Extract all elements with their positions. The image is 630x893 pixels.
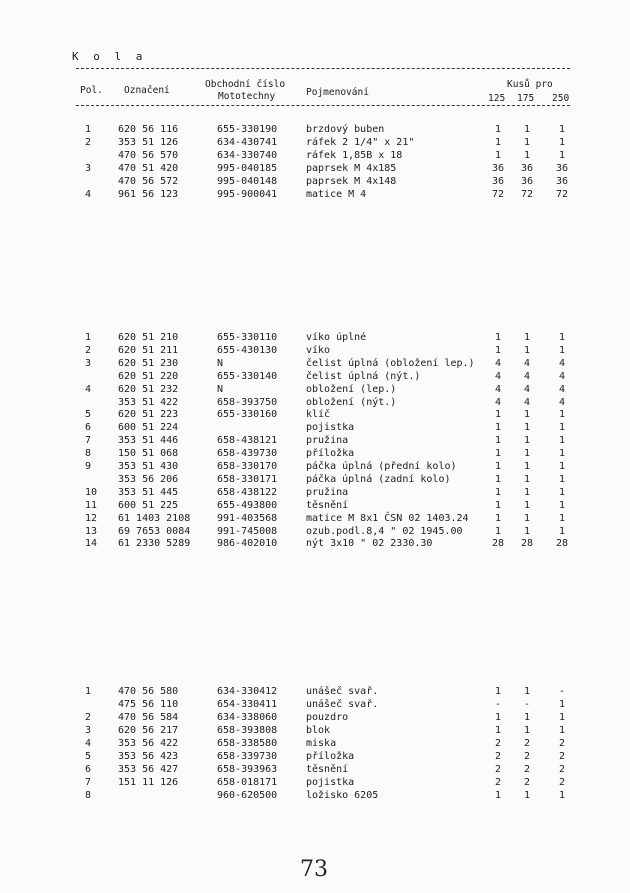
qty-250: 1 bbox=[558, 512, 566, 524]
qty-175: 2 bbox=[523, 777, 531, 788]
qty-125: 36 bbox=[491, 162, 505, 174]
qty-125: 1 bbox=[494, 435, 502, 447]
qty-175: 1 bbox=[523, 124, 531, 135]
table-row bbox=[0, 383, 630, 396]
qty-175: 1 bbox=[523, 525, 531, 537]
qty-125: 1 bbox=[494, 473, 502, 485]
qty-125: 1 bbox=[494, 790, 502, 801]
trade-number: 634-330740 bbox=[217, 149, 278, 161]
qty-250: 1 bbox=[558, 332, 566, 343]
item-position: 1 bbox=[85, 124, 92, 135]
part-designation: 600 51 225 bbox=[118, 499, 179, 511]
part-name: unášeč svař. bbox=[306, 699, 379, 710]
qty-250: 1 bbox=[558, 344, 566, 356]
part-name: těsnění bbox=[306, 499, 349, 511]
part-name: ozub.podl.8,4 " 02 1945.00 bbox=[306, 525, 463, 537]
qty-250: 1 bbox=[558, 725, 566, 736]
qty-175: 4 bbox=[523, 383, 531, 395]
part-designation: 600 51 224 bbox=[118, 422, 179, 434]
qty-175: 1 bbox=[523, 149, 531, 161]
header-top-rule bbox=[76, 68, 570, 69]
part-designation: 353 51 445 bbox=[118, 486, 179, 498]
qty-125: 2 bbox=[494, 751, 502, 762]
item-position: 2 bbox=[85, 344, 92, 356]
part-name: paprsek M 4x148 bbox=[306, 175, 397, 187]
table-row bbox=[0, 460, 630, 473]
qty-250: 2 bbox=[558, 751, 566, 762]
qty-125: 4 bbox=[494, 357, 502, 369]
header-qty-125: 125 bbox=[488, 93, 506, 104]
qty-125: 1 bbox=[494, 409, 502, 421]
trade-number: 658-330171 bbox=[217, 473, 278, 485]
table-row bbox=[0, 473, 630, 486]
qty-125: 2 bbox=[494, 738, 502, 749]
trade-number: 658-018171 bbox=[217, 777, 278, 788]
item-position: 12 bbox=[85, 512, 98, 524]
trade-number: 995-040148 bbox=[217, 175, 278, 187]
qty-250: 1 bbox=[558, 448, 566, 460]
table-row bbox=[0, 162, 630, 175]
part-name: ráfek 2 1/4" x 21" bbox=[306, 136, 415, 148]
trade-number: 655-330140 bbox=[217, 370, 278, 382]
qty-250: 1 bbox=[558, 422, 566, 434]
table-row bbox=[0, 512, 630, 525]
qty-250: 2 bbox=[558, 777, 566, 788]
qty-125: 1 bbox=[494, 136, 502, 148]
part-name: paprsek M 4x185 bbox=[306, 162, 397, 174]
qty-175: 4 bbox=[523, 370, 531, 382]
qty-175: 36 bbox=[520, 162, 534, 174]
table-row bbox=[0, 408, 630, 421]
qty-250: 28 bbox=[555, 538, 569, 550]
qty-125: 1 bbox=[494, 725, 502, 736]
part-name: víko bbox=[306, 344, 331, 356]
part-name: příložka bbox=[306, 448, 355, 460]
qty-175: 1 bbox=[523, 686, 531, 697]
part-designation: 150 51 068 bbox=[118, 448, 179, 460]
item-position: 3 bbox=[85, 725, 92, 736]
trade-number: 655-330160 bbox=[217, 409, 278, 421]
table-row bbox=[0, 776, 630, 789]
qty-175: 1 bbox=[523, 332, 531, 343]
trade-number: 658-439730 bbox=[217, 448, 278, 460]
part-designation: 470 56 570 bbox=[118, 149, 179, 161]
qty-125: 1 bbox=[494, 512, 502, 524]
header-qty-250: 250 bbox=[552, 93, 570, 104]
item-position: 8 bbox=[85, 790, 92, 801]
header-oznaceni: Označení bbox=[124, 85, 170, 96]
part-designation: 620 51 223 bbox=[118, 409, 179, 421]
part-name: miska bbox=[306, 738, 337, 749]
trade-number: 654-330411 bbox=[217, 699, 278, 710]
part-designation: 353 56 423 bbox=[118, 751, 179, 762]
item-position: 1 bbox=[85, 686, 92, 697]
part-designation: 353 51 422 bbox=[118, 396, 179, 408]
part-designation: 620 51 230 bbox=[118, 357, 179, 369]
part-name: obložení (nýt.) bbox=[306, 396, 397, 408]
qty-175: 4 bbox=[523, 396, 531, 408]
qty-175: 72 bbox=[520, 188, 534, 200]
part-designation: 470 56 572 bbox=[118, 175, 179, 187]
qty-250: 1 bbox=[558, 435, 566, 447]
part-designation: 620 56 116 bbox=[118, 124, 179, 135]
page-title: K o l a bbox=[72, 50, 147, 63]
part-name: páčka úplná (zadní kolo) bbox=[306, 473, 451, 485]
trade-number: 658-438122 bbox=[217, 486, 278, 498]
item-position: 5 bbox=[85, 409, 92, 421]
trade-number: 655-330110 bbox=[217, 332, 278, 343]
qty-175: 36 bbox=[520, 175, 534, 187]
trade-number: 658-338580 bbox=[217, 738, 278, 749]
table-row bbox=[0, 188, 630, 201]
table-row bbox=[0, 486, 630, 499]
table-row bbox=[0, 331, 630, 344]
qty-250: 1 bbox=[558, 461, 566, 472]
part-name: pouzdro bbox=[306, 712, 349, 723]
header-mototechny: Mototechny bbox=[218, 91, 276, 102]
qty-175: 1 bbox=[523, 461, 531, 472]
item-position: 2 bbox=[85, 136, 92, 148]
header-kusu-pro: Kusů pro bbox=[507, 79, 553, 90]
item-position: 3 bbox=[85, 357, 92, 369]
trade-number: N bbox=[217, 383, 224, 395]
qty-250: 1 bbox=[558, 712, 566, 723]
trade-number: 658-339730 bbox=[217, 751, 278, 762]
qty-125: 1 bbox=[494, 422, 502, 434]
qty-175: 1 bbox=[523, 473, 531, 485]
trade-number: 658-393963 bbox=[217, 764, 278, 775]
item-position: 4 bbox=[85, 383, 92, 395]
qty-175: 2 bbox=[523, 738, 531, 749]
qty-250: 4 bbox=[558, 370, 566, 382]
trade-number: 655-430130 bbox=[217, 344, 278, 356]
table-row bbox=[0, 789, 630, 802]
table-row bbox=[0, 357, 630, 370]
qty-125: 1 bbox=[494, 486, 502, 498]
part-designation: 961 56 123 bbox=[118, 188, 179, 200]
header-bottom-rule bbox=[76, 105, 570, 106]
qty-250: 36 bbox=[555, 175, 569, 187]
table-row bbox=[0, 711, 630, 724]
trade-number: 658-330170 bbox=[217, 461, 278, 472]
table-row bbox=[0, 421, 630, 434]
item-position: 8 bbox=[85, 448, 92, 460]
qty-175: 4 bbox=[523, 357, 531, 369]
part-name: brzdový buben bbox=[306, 124, 385, 135]
qty-125: - bbox=[494, 699, 502, 710]
page-number: 73 bbox=[300, 857, 328, 882]
qty-125: 1 bbox=[494, 525, 502, 537]
qty-250: 1 bbox=[558, 136, 566, 148]
qty-250: 1 bbox=[558, 124, 566, 135]
qty-250: 1 bbox=[558, 790, 566, 801]
qty-250: 4 bbox=[558, 396, 566, 408]
qty-125: 1 bbox=[494, 448, 502, 460]
header-pol: Pol. bbox=[80, 85, 103, 96]
qty-250: 1 bbox=[558, 149, 566, 161]
trade-number: 658-393808 bbox=[217, 725, 278, 736]
item-position: 1 bbox=[85, 332, 92, 343]
trade-number: 658-393750 bbox=[217, 396, 278, 408]
qty-175: 28 bbox=[520, 538, 534, 550]
qty-250: 1 bbox=[558, 499, 566, 511]
qty-175: 1 bbox=[523, 409, 531, 421]
trade-number: 986-402010 bbox=[217, 538, 278, 550]
part-designation: 620 51 211 bbox=[118, 344, 179, 356]
qty-125: 72 bbox=[491, 188, 505, 200]
qty-175: 1 bbox=[523, 486, 531, 498]
part-name: pružina bbox=[306, 486, 349, 498]
trade-number: 634-430741 bbox=[217, 136, 278, 148]
item-position: 6 bbox=[85, 764, 92, 775]
item-position: 11 bbox=[85, 499, 98, 511]
part-name: víko úplné bbox=[306, 332, 367, 343]
item-position: 10 bbox=[85, 486, 98, 498]
qty-125: 1 bbox=[494, 461, 502, 472]
header-pojmenovani: Pojmenování bbox=[306, 87, 369, 98]
qty-125: 2 bbox=[494, 764, 502, 775]
trade-number: 634-330412 bbox=[217, 686, 278, 697]
qty-125: 2 bbox=[494, 777, 502, 788]
qty-175: 2 bbox=[523, 764, 531, 775]
qty-175: 1 bbox=[523, 512, 531, 524]
part-name: nýt 3x10 " 02 2330.30 bbox=[306, 538, 433, 550]
trade-number: 658-438121 bbox=[217, 435, 278, 447]
qty-125: 1 bbox=[494, 686, 502, 697]
qty-250: - bbox=[558, 686, 566, 697]
part-designation: 620 51 210 bbox=[118, 332, 179, 343]
table-row bbox=[0, 136, 630, 149]
table-row bbox=[0, 537, 630, 550]
table-row bbox=[0, 737, 630, 750]
table-row bbox=[0, 434, 630, 447]
table-row bbox=[0, 525, 630, 538]
part-designation: 470 51 420 bbox=[118, 162, 179, 174]
qty-125: 1 bbox=[494, 712, 502, 723]
item-position: 14 bbox=[85, 538, 98, 550]
part-name: klíč bbox=[306, 409, 331, 421]
qty-175: - bbox=[523, 699, 531, 710]
qty-250: 2 bbox=[558, 738, 566, 749]
part-designation: 470 56 580 bbox=[118, 686, 179, 697]
part-designation: 61 2330 5289 bbox=[118, 538, 191, 550]
qty-175: 1 bbox=[523, 499, 531, 511]
part-designation: 470 56 584 bbox=[118, 712, 179, 723]
trade-number: N bbox=[217, 357, 224, 369]
table-row bbox=[0, 344, 630, 357]
qty-125: 1 bbox=[494, 149, 502, 161]
part-name: ráfek 1,85B x 18 bbox=[306, 149, 403, 161]
item-position: 9 bbox=[85, 461, 92, 472]
trade-number: 634-338060 bbox=[217, 712, 278, 723]
part-designation: 151 11 126 bbox=[118, 777, 179, 788]
part-designation: 61 1403 2108 bbox=[118, 512, 191, 524]
table-row bbox=[0, 499, 630, 512]
part-name: čelist úplná (obložení lep.) bbox=[306, 357, 475, 369]
table-row bbox=[0, 175, 630, 188]
part-name: obložení (lep.) bbox=[306, 383, 397, 395]
trade-number: 995-040185 bbox=[217, 162, 278, 174]
part-name: unášeč svař. bbox=[306, 686, 379, 697]
part-name: těsnění bbox=[306, 764, 349, 775]
part-name: ložisko 6205 bbox=[306, 790, 379, 801]
qty-250: 1 bbox=[558, 525, 566, 537]
part-designation: 620 56 217 bbox=[118, 725, 179, 736]
table-row bbox=[0, 724, 630, 737]
part-name: čelist úplná (nýt.) bbox=[306, 370, 421, 382]
part-designation: 69 7653 0084 bbox=[118, 525, 191, 537]
item-position: 3 bbox=[85, 162, 92, 174]
qty-125: 1 bbox=[494, 344, 502, 356]
item-position: 5 bbox=[85, 751, 92, 762]
qty-175: 1 bbox=[523, 422, 531, 434]
qty-175: 1 bbox=[523, 344, 531, 356]
qty-125: 4 bbox=[494, 370, 502, 382]
trade-number: 960-620500 bbox=[217, 790, 278, 801]
part-name: blok bbox=[306, 725, 331, 736]
part-name: matice M 4 bbox=[306, 188, 367, 200]
qty-250: 4 bbox=[558, 383, 566, 395]
trade-number: 991-403568 bbox=[217, 512, 278, 524]
part-designation: 353 56 422 bbox=[118, 738, 179, 749]
table-row bbox=[0, 763, 630, 776]
part-designation: 475 56 110 bbox=[118, 699, 179, 710]
qty-175: 1 bbox=[523, 725, 531, 736]
part-designation: 353 51 126 bbox=[118, 136, 179, 148]
table-row bbox=[0, 750, 630, 763]
qty-125: 36 bbox=[491, 175, 505, 187]
header-qty-175: 175 bbox=[517, 93, 535, 104]
trade-number: 655-330190 bbox=[217, 124, 278, 135]
table-row bbox=[0, 149, 630, 162]
qty-175: 1 bbox=[523, 790, 531, 801]
part-designation: 353 56 427 bbox=[118, 764, 179, 775]
qty-125: 28 bbox=[491, 538, 505, 550]
qty-250: 4 bbox=[558, 357, 566, 369]
item-position: 4 bbox=[85, 188, 92, 200]
item-position: 13 bbox=[85, 525, 98, 537]
qty-175: 1 bbox=[523, 712, 531, 723]
part-designation: 353 51 430 bbox=[118, 461, 179, 472]
table-row bbox=[0, 370, 630, 383]
qty-125: 4 bbox=[494, 396, 502, 408]
part-name: pojistka bbox=[306, 422, 355, 434]
qty-175: 2 bbox=[523, 751, 531, 762]
item-position: 7 bbox=[85, 777, 92, 788]
qty-250: 1 bbox=[558, 473, 566, 485]
qty-250: 1 bbox=[558, 486, 566, 498]
qty-125: 1 bbox=[494, 332, 502, 343]
item-position: 4 bbox=[85, 738, 92, 749]
qty-125: 1 bbox=[494, 124, 502, 135]
trade-number: 995-900041 bbox=[217, 188, 278, 200]
part-name: příložka bbox=[306, 751, 355, 762]
part-designation: 620 51 220 bbox=[118, 370, 179, 382]
trade-number: 655-493800 bbox=[217, 499, 278, 511]
qty-125: 1 bbox=[494, 499, 502, 511]
part-name: páčka úplná (přední kolo) bbox=[306, 461, 457, 472]
table-row bbox=[0, 685, 630, 698]
table-row bbox=[0, 698, 630, 711]
header-obchodni-cislo: Obchodní číslo bbox=[205, 79, 286, 90]
table-row bbox=[0, 396, 630, 409]
part-designation: 620 51 232 bbox=[118, 383, 179, 395]
part-designation: 353 56 206 bbox=[118, 473, 179, 485]
table-row bbox=[0, 123, 630, 136]
qty-125: 4 bbox=[494, 383, 502, 395]
qty-175: 1 bbox=[523, 435, 531, 447]
qty-250: 2 bbox=[558, 764, 566, 775]
table-row bbox=[0, 447, 630, 460]
qty-175: 1 bbox=[523, 136, 531, 148]
part-name: pojistka bbox=[306, 777, 355, 788]
item-position: 6 bbox=[85, 422, 92, 434]
trade-number: 991-745008 bbox=[217, 525, 278, 537]
qty-250: 36 bbox=[555, 162, 569, 174]
qty-250: 72 bbox=[555, 188, 569, 200]
part-name: matice M 8x1 ČSN 02 1403.24 bbox=[306, 512, 469, 524]
item-position: 7 bbox=[85, 435, 92, 447]
qty-250: 1 bbox=[558, 699, 566, 710]
qty-175: 1 bbox=[523, 448, 531, 460]
item-position: 2 bbox=[85, 712, 92, 723]
part-designation: 353 51 446 bbox=[118, 435, 179, 447]
qty-250: 1 bbox=[558, 409, 566, 421]
part-name: pružina bbox=[306, 435, 349, 447]
